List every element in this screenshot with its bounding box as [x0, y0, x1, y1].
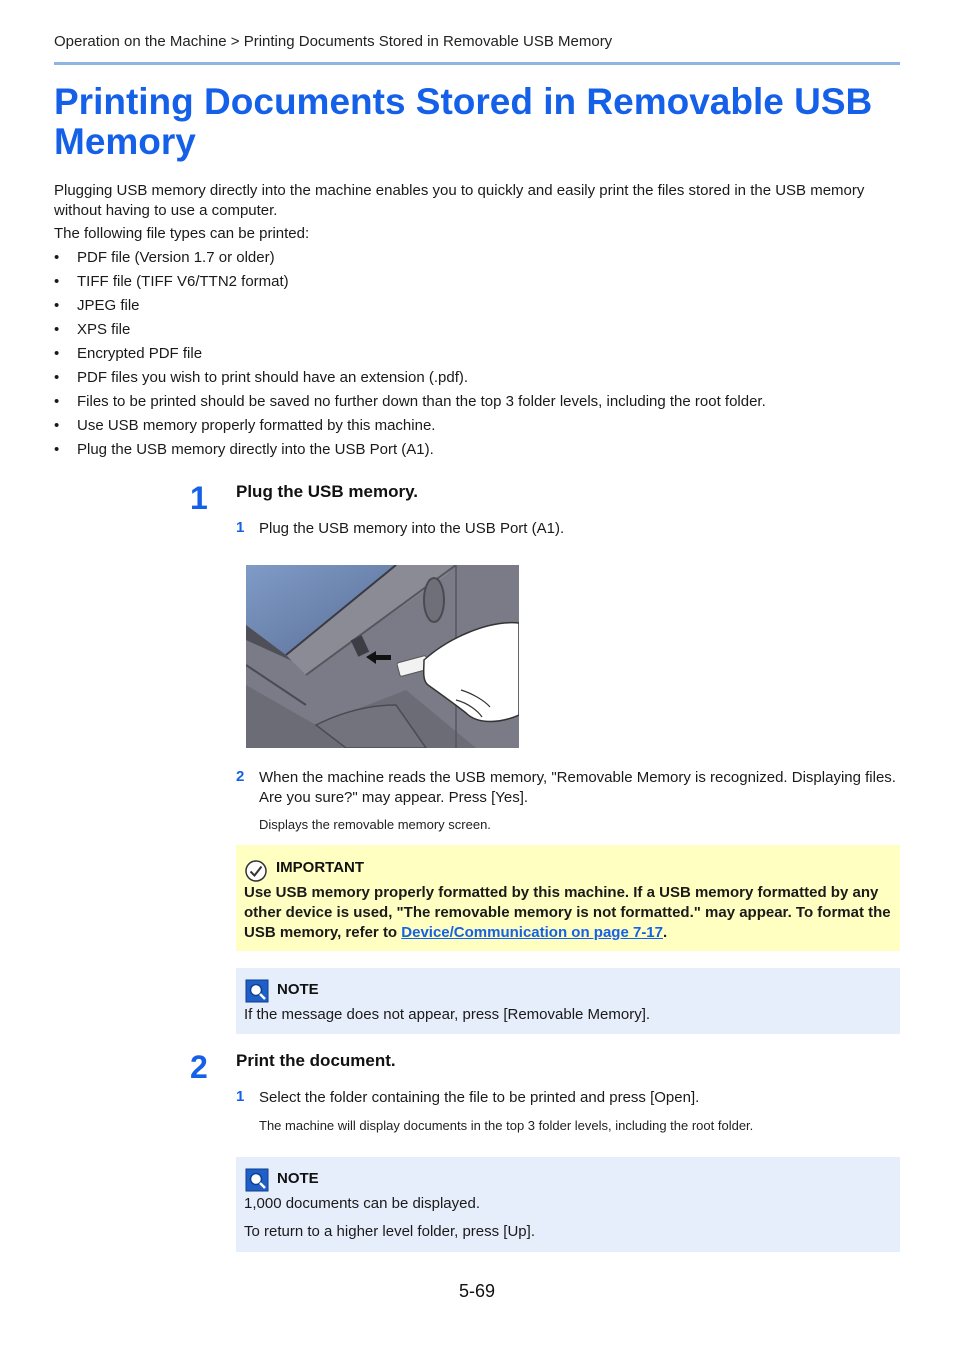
usb-port-illustration [246, 565, 519, 748]
substep-note: The machine will display documents in the top 3 folder levels, including the root folder. [259, 1118, 754, 1133]
substep-note: Displays the removable memory screen. [259, 817, 491, 832]
device-communication-link[interactable]: Device/Communication on page 7-17 [401, 924, 663, 941]
list-item: • Plug the USB memory directly into the USB Port (A1). [54, 441, 434, 458]
substep-text: When the machine reads the USB memory, "Removable Memory is recognized. Displaying files. Are you sure?" may appear. Press [Yes]. [259, 769, 896, 806]
list-item: • Files to be printed should be saved no further down than the top 3 folder levels, including the root folder. [54, 393, 766, 410]
list-item: • Encrypted PDF file [54, 345, 203, 362]
note-heading: NOTE [277, 981, 319, 998]
important-heading: IMPORTANT [276, 859, 365, 876]
note-heading: NOTE [277, 1170, 319, 1187]
substep-text: Plug the USB memory into the USB Port (A1). [259, 520, 565, 537]
important-text: Use USB memory properly formatted by this machine. If a USB memory formatted by any other device is used, "The removable memory is not formatted." may appear. To format the USB memory, refer to Device/Communication on page 7-17. [244, 884, 891, 941]
note-icon [245, 1168, 269, 1192]
note-icon [245, 979, 269, 1003]
list-item: • PDF files you wish to print should have an extension (.pdf). [54, 369, 469, 386]
list-item: • XPS file [54, 321, 131, 338]
header-rule [54, 62, 900, 65]
page-number: 5-69 [459, 1281, 496, 1301]
list-item: • JPEG file [54, 297, 140, 314]
list-item: • PDF file (Version 1.7 or older) [54, 249, 275, 266]
substep-number: 1 [236, 519, 245, 536]
step-1-number: 1 [190, 480, 208, 516]
important-box [236, 845, 900, 951]
note-box [236, 968, 900, 1034]
substep-number: 1 [236, 1088, 245, 1105]
note-text: To return to a higher level folder, press [Up]. [244, 1223, 535, 1240]
list-item: • Use USB memory properly formatted by this machine. [54, 417, 436, 434]
checkmark-circle-icon [244, 859, 268, 883]
step-2-title: Print the document. [236, 1051, 396, 1070]
note-text: 1,000 documents can be displayed. [244, 1195, 480, 1212]
step-1-title: Plug the USB memory. [236, 482, 418, 501]
filetypes-lead: The following file types can be printed: [54, 225, 310, 242]
step-2-number: 2 [190, 1049, 208, 1085]
note-box [236, 1157, 900, 1252]
breadcrumb: Operation on the Machine > Printing Documents Stored in Removable USB Memory [54, 33, 613, 50]
substep-text: Select the folder containing the file to be printed and press [Open]. [259, 1089, 700, 1106]
intro-paragraph: Plugging USB memory directly into the machine enables you to quickly and easily print the files stored in the USB memory without having to use a computer. [54, 182, 865, 219]
page-title: Printing Documents Stored in Removable USB Memory [54, 81, 873, 162]
list-item: • TIFF file (TIFF V6/TTN2 format) [54, 273, 289, 290]
substep-number: 2 [236, 768, 245, 785]
note-text: If the message does not appear, press [Removable Memory]. [244, 1006, 651, 1023]
